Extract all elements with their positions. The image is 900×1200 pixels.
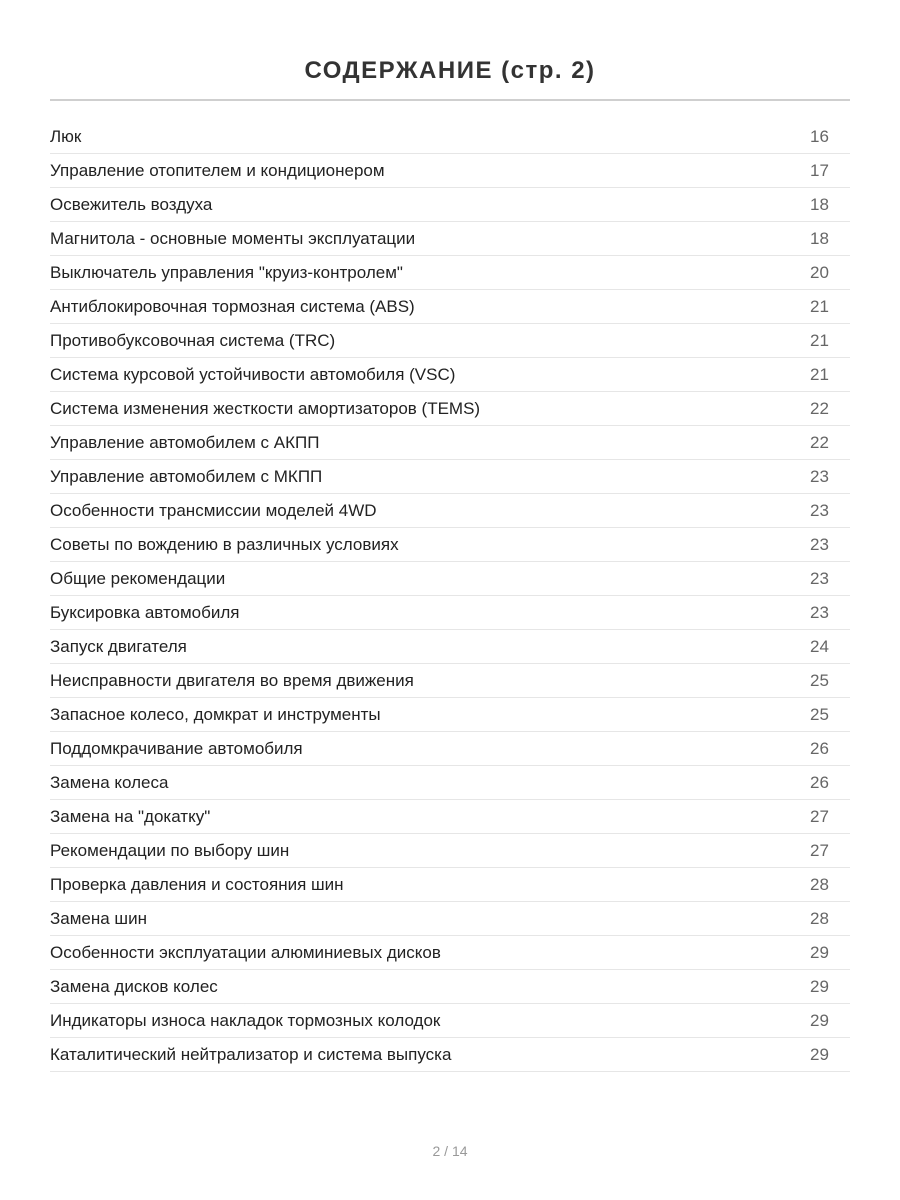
toc-entry-title: Особенности трансмиссии моделей 4WD	[50, 500, 377, 520]
toc-entry[interactable]	[50, 1004, 850, 1038]
toc-entry[interactable]	[50, 358, 850, 392]
toc-entry[interactable]	[50, 392, 850, 426]
toc-entry-page-number: 28	[810, 908, 829, 928]
page-title: СОДЕРЖАНИЕ (стр. 2)	[304, 57, 596, 85]
toc-entry-page-number: 21	[810, 296, 829, 316]
toc-entry[interactable]	[50, 528, 850, 562]
toc-entry[interactable]	[50, 902, 850, 936]
toc-entry[interactable]	[50, 596, 850, 630]
toc-entry[interactable]	[50, 494, 850, 528]
toc-entry-title: Замена шин	[50, 908, 147, 928]
toc-entry-page-number: 20	[810, 262, 829, 282]
toc-entry-title: Люк	[50, 126, 82, 146]
toc-entry-page-number: 18	[810, 228, 829, 248]
toc-entry-page-number: 24	[810, 636, 829, 656]
toc-entry-title: Индикаторы износа накладок тормозных колодок	[50, 1010, 441, 1030]
toc-entry[interactable]	[50, 222, 850, 256]
toc-entry[interactable]	[50, 460, 850, 494]
toc-entry-title: Проверка давления и состояния шин	[50, 874, 344, 894]
toc-entry[interactable]	[50, 970, 850, 1004]
toc-entry-page-number: 29	[810, 1044, 829, 1064]
table-of-contents	[50, 120, 850, 1072]
page-indicator: 2 / 14	[432, 1143, 468, 1159]
toc-entry-title: Каталитический нейтрализатор и система выпуска	[50, 1044, 452, 1064]
toc-entry-page-number: 27	[810, 806, 829, 826]
toc-entry[interactable]	[50, 936, 850, 970]
toc-entry[interactable]	[50, 664, 850, 698]
toc-entry-title: Управление отопителем и кондиционером	[50, 160, 385, 180]
toc-entry[interactable]	[50, 324, 850, 358]
toc-entry-title: Советы по вождению в различных условиях	[50, 534, 399, 554]
toc-entry[interactable]	[50, 426, 850, 460]
toc-entry[interactable]	[50, 630, 850, 664]
toc-entry[interactable]	[50, 290, 850, 324]
toc-entry-title: Запасное колесо, домкрат и инструменты	[50, 704, 381, 724]
toc-entry-title: Антиблокировочная тормозная система (ABS)	[50, 296, 415, 316]
toc-entry-title: Замена дисков колес	[50, 976, 218, 996]
toc-entry-title: Запуск двигателя	[50, 636, 187, 656]
toc-entry-page-number: 25	[810, 670, 829, 690]
toc-entry-page-number: 22	[810, 432, 829, 452]
toc-entry-title: Магнитола - основные моменты эксплуатации	[50, 228, 416, 248]
toc-entry[interactable]	[50, 732, 850, 766]
toc-entry-title: Противобуксовочная система (TRC)	[50, 330, 336, 350]
toc-entry-title: Система курсовой устойчивости автомобиля (VSC)	[50, 364, 456, 384]
toc-entry-title: Буксировка автомобиля	[50, 602, 240, 622]
toc-entry[interactable]	[50, 868, 850, 902]
toc-entry[interactable]	[50, 800, 850, 834]
toc-entry-title: Общие рекомендации	[50, 568, 226, 588]
toc-entry-page-number: 23	[810, 466, 829, 486]
title-divider	[50, 99, 850, 101]
toc-entry-page-number: 26	[810, 738, 829, 758]
toc-entry[interactable]	[50, 188, 850, 222]
toc-entry-title: Замена на "докатку"	[50, 806, 211, 826]
toc-entry-title: Управление автомобилем с АКПП	[50, 432, 320, 452]
toc-entry-title: Неисправности двигателя во время движения	[50, 670, 414, 690]
toc-entry[interactable]	[50, 562, 850, 596]
toc-entry-page-number: 27	[810, 840, 829, 860]
toc-entry-page-number: 26	[810, 772, 829, 792]
toc-entry-page-number: 21	[810, 364, 829, 384]
toc-entry-title: Выключатель управления "круиз-контролем"	[50, 262, 403, 282]
toc-entry[interactable]	[50, 834, 850, 868]
toc-entry-page-number: 23	[810, 602, 829, 622]
toc-entry[interactable]	[50, 154, 850, 188]
toc-entry[interactable]	[50, 1038, 850, 1072]
toc-entry-page-number: 23	[810, 500, 829, 520]
toc-entry-page-number: 28	[810, 874, 829, 894]
toc-entry[interactable]	[50, 256, 850, 290]
toc-entry-page-number: 22	[810, 398, 829, 418]
toc-entry-title: Система изменения жесткости амортизаторов (TEMS)	[50, 398, 481, 418]
toc-entry[interactable]	[50, 120, 850, 154]
toc-entry-page-number: 21	[810, 330, 829, 350]
toc-entry-page-number: 29	[810, 976, 829, 996]
toc-entry-title: Управление автомобилем с МКПП	[50, 466, 323, 486]
toc-entry[interactable]	[50, 698, 850, 732]
toc-entry-page-number: 16	[810, 126, 829, 146]
toc-entry-page-number: 29	[810, 1010, 829, 1030]
toc-entry-title: Рекомендации по выбору шин	[50, 840, 290, 860]
toc-entry-page-number: 23	[810, 568, 829, 588]
toc-entry-page-number: 29	[810, 942, 829, 962]
toc-entry-title: Освежитель воздуха	[50, 194, 213, 214]
toc-entry-page-number: 25	[810, 704, 829, 724]
toc-entry-title: Замена колеса	[50, 772, 169, 792]
toc-entry-title: Особенности эксплуатации алюминиевых дисков	[50, 942, 441, 962]
toc-entry[interactable]	[50, 766, 850, 800]
toc-entry-page-number: 18	[810, 194, 829, 214]
toc-entry-page-number: 23	[810, 534, 829, 554]
toc-entry-page-number: 17	[810, 160, 829, 180]
toc-entry-title: Поддомкрачивание автомобиля	[50, 738, 303, 758]
